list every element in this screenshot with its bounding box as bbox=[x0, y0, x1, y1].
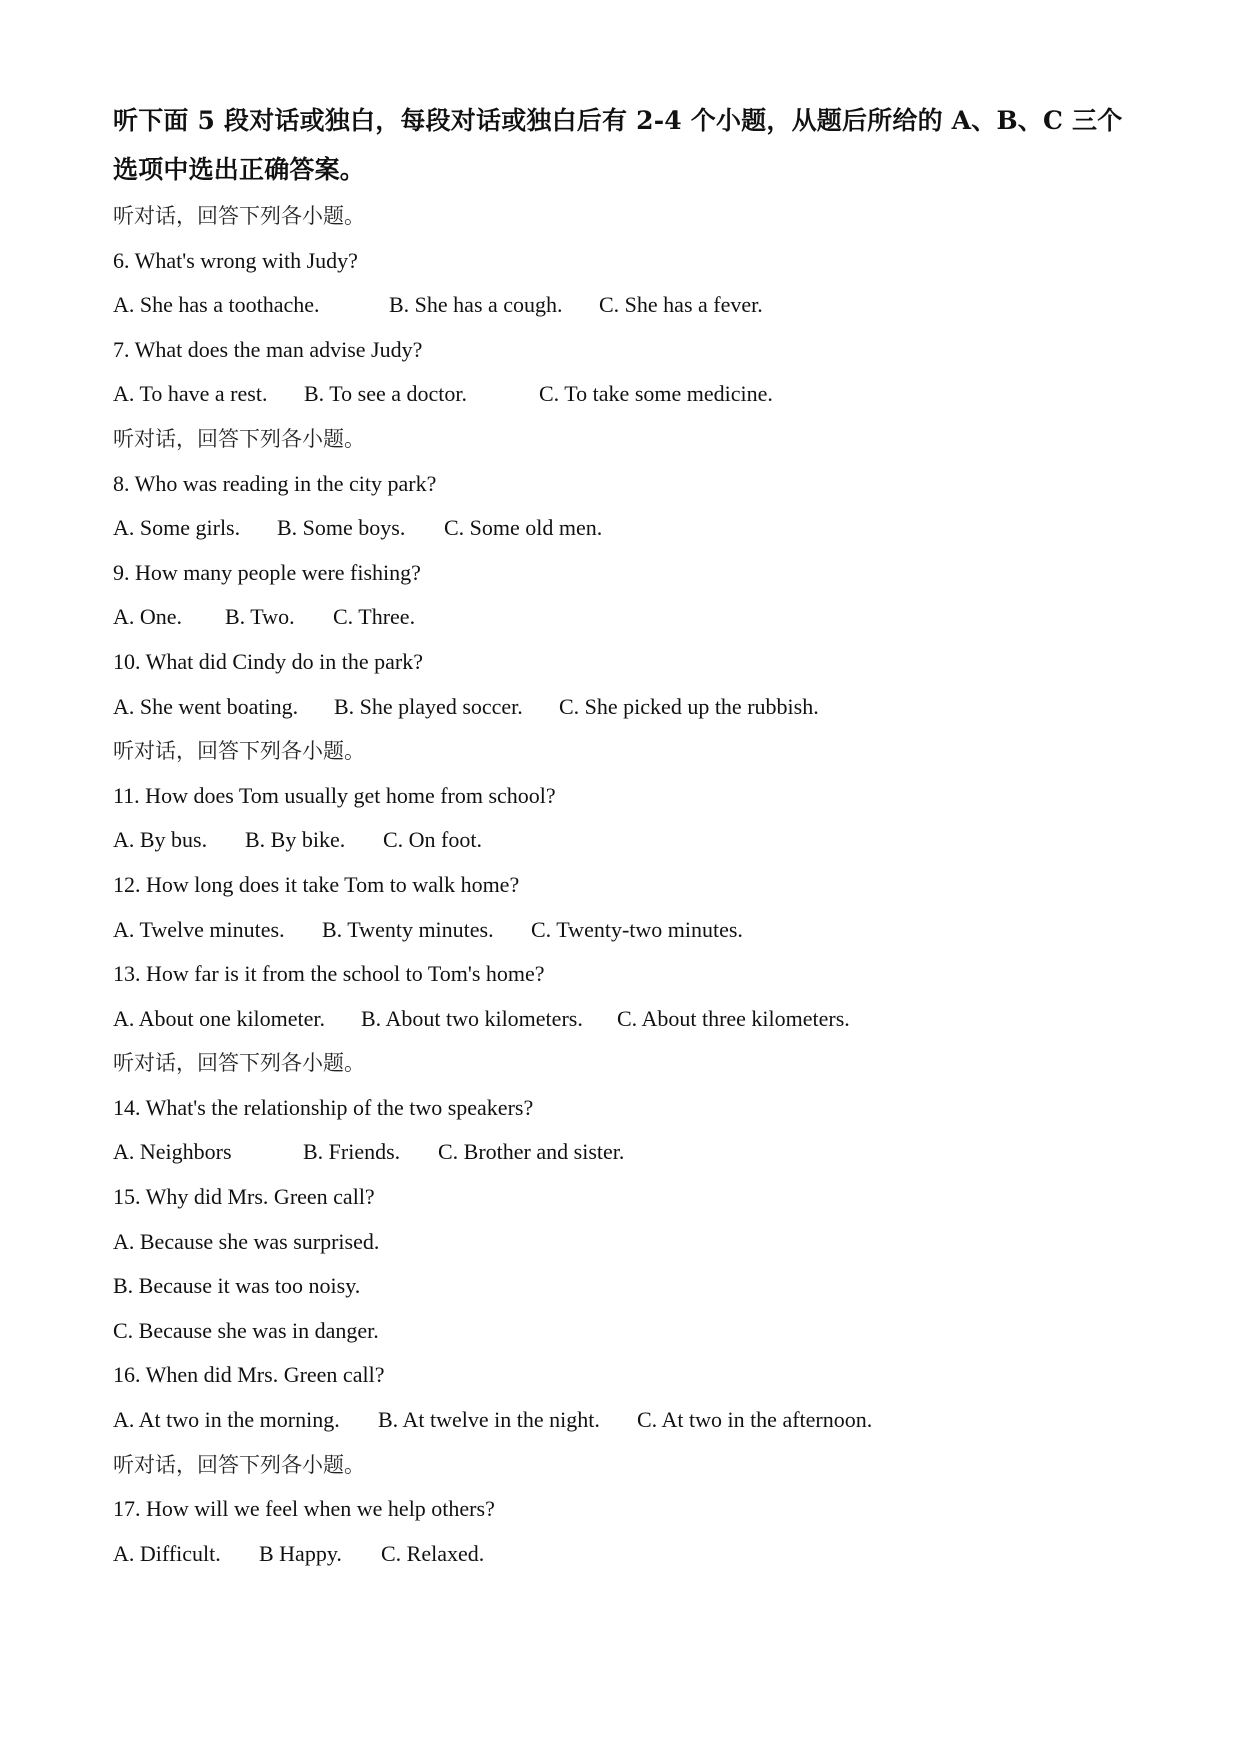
option-b[interactable]: B. She played soccer. bbox=[334, 693, 523, 719]
options-17 bbox=[113, 1532, 1133, 1577]
question-7: 7. What does the man advise Judy? bbox=[113, 336, 423, 362]
options-9 bbox=[113, 595, 1133, 640]
option-b[interactable]: B. To see a doctor. bbox=[304, 381, 468, 407]
option-a[interactable]: A. To have a rest. bbox=[113, 381, 268, 407]
option-a[interactable]: A. One. bbox=[113, 604, 183, 630]
option-a[interactable]: A. Because she was surprised. bbox=[113, 1228, 380, 1254]
section-instruction: 听对话，回答下列各小题。 bbox=[113, 1452, 365, 1477]
section-instruction: 听对话，回答下列各小题。 bbox=[113, 739, 365, 764]
option-b[interactable]: B Happy. bbox=[259, 1540, 342, 1566]
option-c[interactable]: C. On foot. bbox=[383, 827, 482, 853]
option-b[interactable]: B. Two. bbox=[225, 604, 295, 630]
option-a[interactable]: A. Difficult. bbox=[113, 1540, 221, 1566]
option-b[interactable]: B. Friends. bbox=[303, 1139, 401, 1165]
options-7 bbox=[113, 372, 1133, 417]
question-13: 13. How far is it from the school to Tom's home? bbox=[113, 961, 545, 987]
option-c[interactable]: C. Twenty-two minutes. bbox=[531, 916, 743, 942]
option-c[interactable]: C. She has a fever. bbox=[599, 292, 763, 318]
option-c[interactable]: C. She picked up the rubbish. bbox=[559, 693, 819, 719]
option-a[interactable]: A. Neighbors bbox=[113, 1139, 232, 1165]
option-c[interactable]: C. About three kilometers. bbox=[617, 1005, 850, 1031]
question-12: 12. How long does it take Tom to walk home? bbox=[113, 871, 520, 897]
option-a[interactable]: A. At two in the morning. bbox=[113, 1407, 340, 1433]
question-17: 17. How will we feel when we help others? bbox=[113, 1496, 495, 1522]
question-14: 14. What's the relationship of the two speakers? bbox=[113, 1094, 534, 1120]
option-c[interactable]: C. To take some medicine. bbox=[539, 381, 773, 407]
question-9: 9. How many people were fishing? bbox=[113, 559, 421, 585]
option-a[interactable]: A. By bus. bbox=[113, 827, 208, 853]
option-b[interactable]: B. Some boys. bbox=[277, 515, 406, 541]
section-instruction: 听对话，回答下列各小题。 bbox=[113, 1051, 365, 1076]
question-15: 15. Why did Mrs. Green call? bbox=[113, 1184, 375, 1210]
option-b[interactable]: B. Twenty minutes. bbox=[322, 916, 494, 942]
option-a[interactable]: A. Some girls. bbox=[113, 515, 241, 541]
options-11 bbox=[113, 818, 1133, 863]
option-b[interactable]: B. About two kilometers. bbox=[361, 1005, 583, 1031]
option-a[interactable]: A. She has a toothache. bbox=[113, 292, 320, 318]
question-8: 8. Who was reading in the city park? bbox=[113, 470, 437, 496]
option-a[interactable]: A. She went boating. bbox=[113, 693, 299, 719]
question-6: 6. What's wrong with Judy? bbox=[113, 247, 358, 273]
options-12 bbox=[113, 908, 1133, 953]
option-a[interactable]: A. Twelve minutes. bbox=[113, 916, 285, 942]
options-10 bbox=[113, 685, 1133, 730]
question-10: 10. What did Cindy do in the park? bbox=[113, 648, 423, 674]
options-8 bbox=[113, 506, 1133, 551]
option-b[interactable]: B. At twelve in the night. bbox=[378, 1407, 600, 1433]
option-c[interactable]: C. Because she was in danger. bbox=[113, 1317, 379, 1343]
section-title: 听下面 5 段对话或独白，每段对话或独白后有 2-4 个小题，从题后所给的 A、B、C 三个选项中选出正确答案。 bbox=[113, 106, 1123, 184]
options-16 bbox=[113, 1398, 1133, 1443]
exam-page bbox=[113, 96, 1133, 1576]
option-c[interactable]: C. Three. bbox=[333, 604, 416, 630]
section-instruction: 听对话，回答下列各小题。 bbox=[113, 204, 365, 228]
question-16: 16. When did Mrs. Green call? bbox=[113, 1362, 385, 1388]
option-b[interactable]: B. She has a cough. bbox=[389, 292, 563, 318]
option-b[interactable]: B. Because it was too noisy. bbox=[113, 1273, 361, 1299]
options-6 bbox=[113, 283, 1133, 328]
question-11: 11. How does Tom usually get home from school? bbox=[113, 782, 556, 808]
option-a[interactable]: A. About one kilometer. bbox=[113, 1005, 326, 1031]
options-14 bbox=[113, 1130, 1133, 1175]
option-b[interactable]: B. By bike. bbox=[245, 827, 346, 853]
section-instruction: 听对话，回答下列各小题。 bbox=[113, 426, 365, 451]
option-c[interactable]: C. Relaxed. bbox=[381, 1540, 485, 1566]
options-13 bbox=[113, 997, 1133, 1042]
option-c[interactable]: C. Some old men. bbox=[444, 515, 603, 541]
option-c[interactable]: C. Brother and sister. bbox=[438, 1139, 625, 1165]
option-c[interactable]: C. At two in the afternoon. bbox=[637, 1407, 873, 1433]
